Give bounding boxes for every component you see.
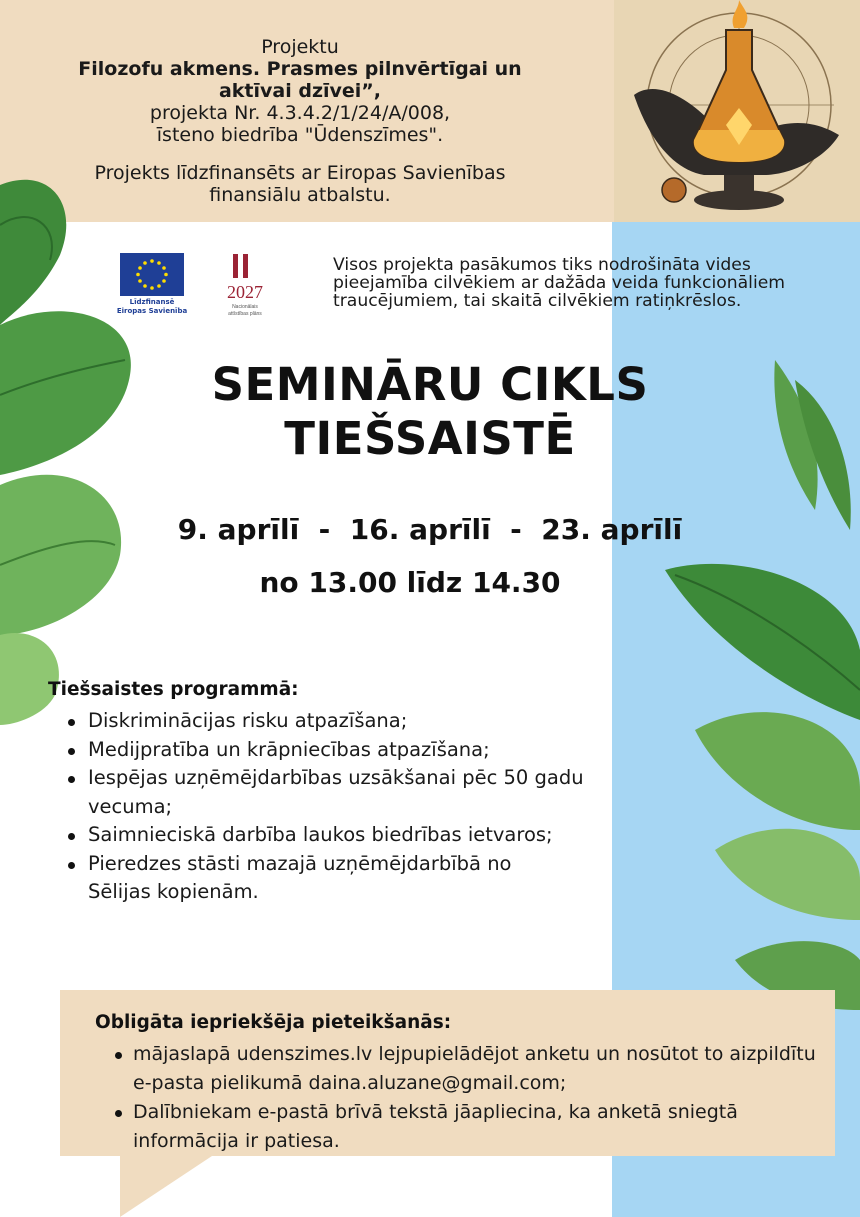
accessibility-line2: pieejamība cilvēkiem ar dažāda veida funkcionāliem [333, 273, 786, 293]
plan-caption-line2: attīstības plāns [228, 311, 262, 317]
program-item: Medijpratība un krāpniecības atpazīšana; [48, 736, 608, 765]
accessibility-line1: Visos projekta pasākumos tiks nodrošināta vides [333, 255, 751, 275]
program-item: Iespējas uzņēmējdarbības uzsākšanai pēc 50 gadu vecuma; [48, 764, 588, 821]
speech-bubble-tail [120, 1154, 215, 1217]
project-implementer: īsteno biedrība "Ūdenszīmes". [156, 124, 444, 146]
national-development-plan-logo [215, 252, 275, 318]
program-item: Diskriminācijas risku atpazīšana; [48, 707, 608, 736]
header-spacer [60, 146, 540, 162]
registration-item: Dalībniekam e-pastā brīvā tekstā jāapliecina, ka anketā sniegtā informācija ir patiesa. [95, 1098, 820, 1156]
program-item: Saimnieciskā darbība laukos biedrības ietvaros; [48, 821, 608, 850]
event-title-line1: SEMINĀRU CIKLS [211, 358, 649, 411]
plan-number: 2027 [227, 282, 263, 302]
program-heading: Tiešsaistes programmā: [48, 679, 299, 700]
eu-caption-line2: Eiropas Savienība [116, 307, 188, 315]
program-section [48, 677, 608, 907]
eu-logo-caption [114, 298, 190, 316]
event-title [120, 358, 740, 466]
project-header [60, 36, 540, 206]
project-title-line1: Filozofu akmens. Prasmes pilnvērtīgai un [78, 58, 522, 80]
eu-caption-line1: Līdzfinansē [129, 298, 175, 306]
project-number: projekta Nr. 4.3.4.2/1/24/A/008, [149, 102, 451, 124]
project-title-line2: aktīvai dzīvei”, [218, 80, 382, 102]
registration-item: mājaslapā udenszimes.lv lejpupielādējot anketu un nosūtot to aizpildītu e-pasta pielikumā daina.aluzane@gmail.com; [95, 1040, 820, 1098]
eu-flag-icon [120, 253, 184, 296]
program-item: Pieredzes stāsti mazajā uzņēmējdarbībā no Sēlijas kopienām. [48, 850, 578, 907]
plan-caption-line1: Nacionālais [232, 304, 258, 310]
event-dates: 9. aprīlī - 16. aprīlī - 23. aprīlī [177, 513, 683, 546]
header-intro: Projektu [261, 36, 339, 58]
program-list [48, 707, 608, 907]
accessibility-line3: traucējumiem, tai skaitā cilvēkiem ratiņkrēslos. [333, 291, 742, 311]
registration-section [95, 1010, 820, 1156]
event-title-line2: TIEŠSAISTĒ [284, 412, 576, 465]
registration-list [95, 1040, 820, 1156]
alchemy-flask-illustration-icon [614, 0, 860, 222]
funding-line2: finansiālu atbalstu. [209, 184, 391, 206]
event-time: no 13.00 līdz 14.30 [259, 566, 561, 599]
accessibility-statement [333, 256, 833, 310]
funding-line1: Projekts līdzfinansēts ar Eiropas Savienības [94, 162, 506, 184]
registration-heading: Obligāta iepriekšēja pieteikšanās: [95, 1012, 452, 1033]
